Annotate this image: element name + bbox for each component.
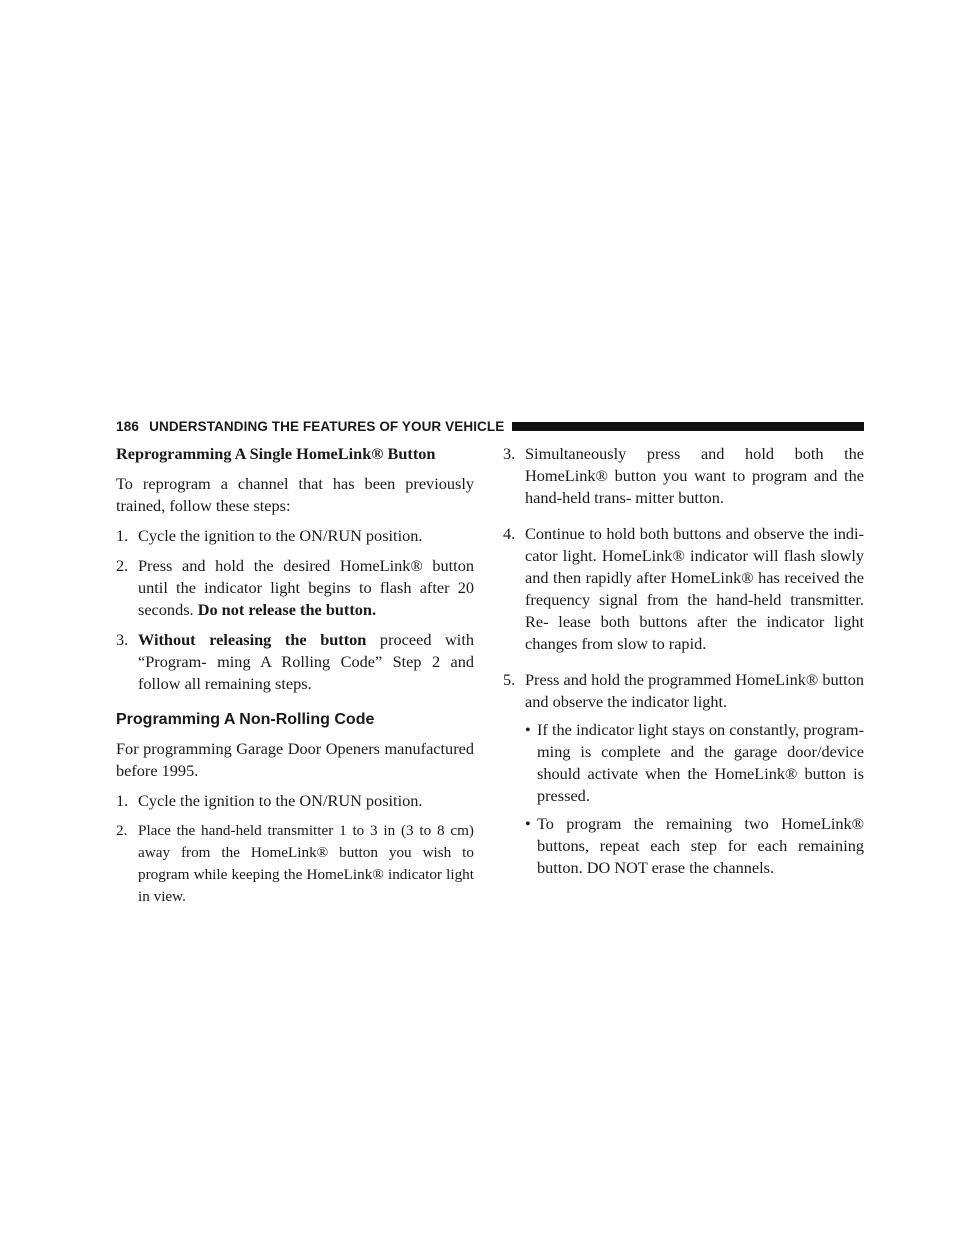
nonrolling-step-4 (503, 523, 864, 655)
step-text: Cycle the ignition to the ON/RUN position. (138, 526, 423, 545)
step-text: Press and hold the programmed HomeLink® button and observe the indicator light. (525, 670, 864, 711)
step-text: Place the hand-held transmitter 1 to 3 in (3 to 8 cm) away from the HomeLink® button you wish to program while keeping the HomeLink® indicator light in view. (138, 822, 474, 905)
bullet-text: To program the remaining two HomeLink® buttons, repeat each step for each remaining button. DO NOT erase the channels. (537, 814, 864, 877)
nonrolling-heading: Programming A Non-Rolling Code (116, 711, 375, 728)
left-column (116, 443, 474, 916)
page-header (116, 416, 864, 436)
step-number: 2. (116, 556, 129, 575)
step-number: 1. (116, 791, 129, 810)
section-title: UNDERSTANDING THE FEATURES OF YOUR VEHICLE (149, 418, 505, 434)
step-warning: Do not release the button. (197, 600, 377, 619)
page-number: 186 (116, 418, 140, 434)
step-number: 2. (116, 822, 128, 839)
right-column (503, 443, 864, 885)
step-number: 3. (503, 444, 516, 463)
bullet-item-1 (525, 719, 864, 807)
step-number: 5. (503, 670, 516, 689)
step-text: Cycle the ignition to the ON/RUN position. (138, 791, 423, 810)
step-text: Simultaneously press and hold both the HomeLink® button you want to program and the hand-held trans- mitter button. (525, 444, 864, 507)
bullet-icon: • (525, 814, 531, 833)
step-text: proceed with “Program- ming A Rolling Code” Step 2 and follow all remaining steps. (138, 630, 474, 693)
reprogram-intro: To reprogram a channel that has been previously trained, follow these steps: (116, 474, 474, 515)
step-emphasis: Without releasing the button (138, 630, 367, 649)
step-text: Continue to hold both buttons and observe the indi- cator light. HomeLink® indicator will flash slowly and then rapidly after HomeLink® has received the frequency signal from the hand-held transmitter. Re- lease both buttons after the indicator light changes from slow to rapid. (525, 524, 864, 653)
reprogram-step-1 (116, 525, 474, 547)
step-number: 4. (503, 524, 516, 543)
nonrolling-step-2 (116, 820, 474, 908)
step-text: Press and hold the desired HomeLink® button until the indicator light begins to flash after 20 seconds. (138, 556, 474, 619)
bullet-item-2 (525, 813, 864, 879)
reprogram-step-3 (116, 629, 474, 695)
step-number: 3. (116, 630, 129, 649)
bullet-text: If the indicator light stays on constantly, program- ming is complete and the garage door/device should activate when the HomeLink® button is pressed. (537, 720, 864, 805)
nonrolling-step-3 (503, 443, 864, 509)
step-number: 1. (116, 526, 129, 545)
nonrolling-intro: For programming Garage Door Openers manufactured before 1995. (116, 739, 474, 780)
reprogram-step-2 (116, 555, 474, 621)
header-rule (512, 422, 864, 431)
nonrolling-step-5 (503, 669, 864, 713)
bullet-icon: • (525, 720, 531, 739)
reprogram-heading: Reprogramming A Single HomeLink® Button (116, 444, 436, 463)
nonrolling-step-1 (116, 790, 474, 812)
